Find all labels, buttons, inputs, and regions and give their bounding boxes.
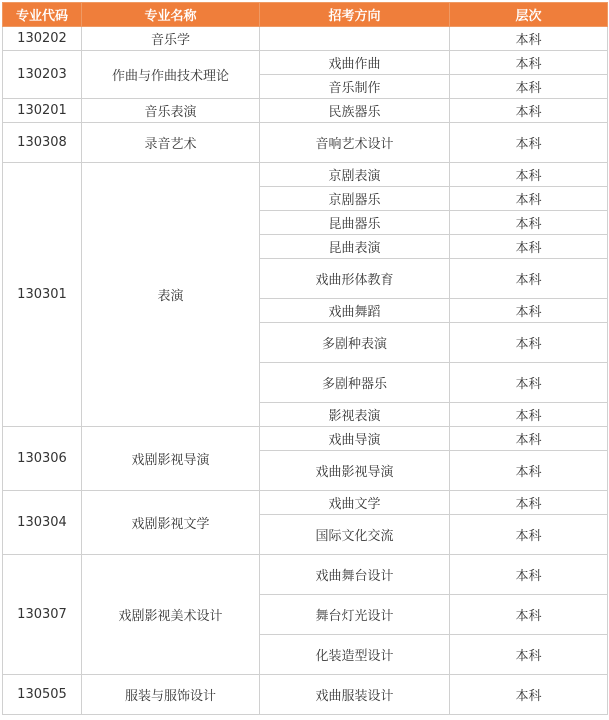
table-row xyxy=(3,123,608,163)
direction-cell: 影视表演 xyxy=(260,403,450,427)
direction-cell: 戏曲舞蹈 xyxy=(260,299,450,323)
direction-cell: 京剧器乐 xyxy=(260,187,450,211)
table-row xyxy=(3,427,608,451)
direction-cell: 戏曲舞台设计 xyxy=(260,555,450,595)
table-body xyxy=(3,27,608,715)
level-cell: 本科 xyxy=(450,427,608,451)
major-name-cell: 戏剧影视美术设计 xyxy=(82,555,260,675)
direction-cell: 国际文化交流 xyxy=(260,515,450,555)
direction-cell: 戏曲导演 xyxy=(260,427,450,451)
major-code-cell: 130301 xyxy=(3,163,82,427)
major-name-cell: 戏剧影视导演 xyxy=(82,427,260,491)
level-cell: 本科 xyxy=(450,595,608,635)
level-cell: 本科 xyxy=(450,323,608,363)
header-level: 层次 xyxy=(450,3,608,27)
direction-cell: 舞台灯光设计 xyxy=(260,595,450,635)
level-cell: 本科 xyxy=(450,235,608,259)
level-cell: 本科 xyxy=(450,51,608,75)
direction-cell: 戏曲文学 xyxy=(260,491,450,515)
major-code-cell: 130306 xyxy=(3,427,82,491)
major-code-cell: 130202 xyxy=(3,27,82,51)
major-name-cell: 戏剧影视文学 xyxy=(82,491,260,555)
header-name: 专业名称 xyxy=(82,3,260,27)
direction-cell: 戏曲影视导演 xyxy=(260,451,450,491)
table-row xyxy=(3,163,608,187)
level-cell: 本科 xyxy=(450,163,608,187)
major-code-cell: 130201 xyxy=(3,99,82,123)
direction-cell: 昆曲表演 xyxy=(260,235,450,259)
direction-cell: 戏曲作曲 xyxy=(260,51,450,75)
level-cell: 本科 xyxy=(450,123,608,163)
major-code-cell: 130307 xyxy=(3,555,82,675)
table-row xyxy=(3,27,608,51)
level-cell: 本科 xyxy=(450,299,608,323)
direction-cell: 京剧表演 xyxy=(260,163,450,187)
direction-cell: 多剧种表演 xyxy=(260,323,450,363)
major-code-cell: 130203 xyxy=(3,51,82,99)
direction-cell: 音响艺术设计 xyxy=(260,123,450,163)
major-name-cell: 录音艺术 xyxy=(82,123,260,163)
level-cell: 本科 xyxy=(450,675,608,715)
major-code-cell: 130308 xyxy=(3,123,82,163)
level-cell: 本科 xyxy=(450,187,608,211)
header-code: 专业代码 xyxy=(3,3,82,27)
direction-cell: 民族器乐 xyxy=(260,99,450,123)
table-row xyxy=(3,491,608,515)
major-name-cell: 作曲与作曲技术理论 xyxy=(82,51,260,99)
direction-cell: 化装造型设计 xyxy=(260,635,450,675)
major-name-cell: 音乐学 xyxy=(82,27,260,51)
header-direction: 招考方向 xyxy=(260,3,450,27)
table-row xyxy=(3,51,608,75)
level-cell: 本科 xyxy=(450,259,608,299)
header-row xyxy=(3,3,608,27)
level-cell: 本科 xyxy=(450,403,608,427)
major-name-cell: 表演 xyxy=(82,163,260,427)
direction-cell: 昆曲器乐 xyxy=(260,211,450,235)
direction-cell: 多剧种器乐 xyxy=(260,363,450,403)
table-row xyxy=(3,555,608,595)
level-cell: 本科 xyxy=(450,75,608,99)
table-row xyxy=(3,99,608,123)
level-cell: 本科 xyxy=(450,27,608,51)
level-cell: 本科 xyxy=(450,635,608,675)
direction-cell: 戏曲形体教育 xyxy=(260,259,450,299)
level-cell: 本科 xyxy=(450,515,608,555)
table-row xyxy=(3,675,608,715)
direction-cell: 戏曲服装设计 xyxy=(260,675,450,715)
level-cell: 本科 xyxy=(450,491,608,515)
major-code-cell: 130505 xyxy=(3,675,82,715)
major-name-cell: 音乐表演 xyxy=(82,99,260,123)
level-cell: 本科 xyxy=(450,99,608,123)
major-name-cell: 服装与服饰设计 xyxy=(82,675,260,715)
direction-cell: 音乐制作 xyxy=(260,75,450,99)
level-cell: 本科 xyxy=(450,363,608,403)
major-code-cell: 130304 xyxy=(3,491,82,555)
level-cell: 本科 xyxy=(450,451,608,491)
direction-cell xyxy=(260,27,450,51)
level-cell: 本科 xyxy=(450,555,608,595)
majors-table xyxy=(2,2,608,715)
level-cell: 本科 xyxy=(450,211,608,235)
